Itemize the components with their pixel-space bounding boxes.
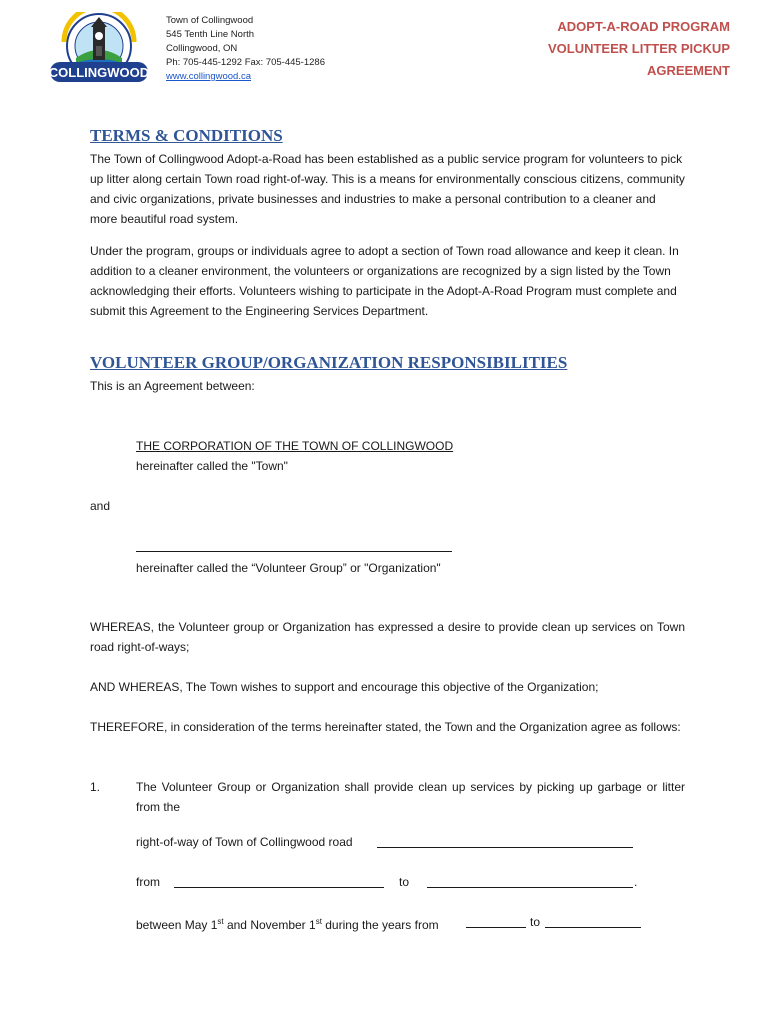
terms-paragraph-2: Under the program, groups or individuals agree to adopt a section of Town road allowance and keep it clean. In addition to a cleaner environment, the volunteers or organizations are recognized by a sign listed by the Town acknowledging their efforts. Volunteers wishing to participate in the Adopt-A-Road Program must complete and submit this Agreement to the Engineering Services Department.	[90, 244, 679, 318]
whereas-clause-1: WHEREAS, the Volunteer group or Organization has expressed a desire to provide clean up services on Town road right-of-ways;	[90, 620, 685, 654]
terms-heading: TERMS & CONDITIONS	[90, 126, 283, 145]
dates-text-a: between May 1	[136, 918, 218, 932]
year-to-field[interactable]	[545, 927, 641, 928]
from-label: from	[136, 875, 160, 889]
and-text: and	[90, 499, 111, 513]
therefore-clause: THEREFORE, in consideration of the terms hereinafter stated, the Town and the Organization agree as follows:	[90, 720, 681, 734]
item-number: 1.	[90, 780, 101, 794]
party-town-called: hereinafter called the "Town"	[136, 459, 288, 473]
from-location-field[interactable]	[174, 887, 384, 888]
superscript: st	[217, 917, 224, 926]
website-link[interactable]: www.collingwood.ca	[166, 71, 252, 82]
party-volunteer-called: hereinafter called the “Volunteer Group” or "Organization"	[136, 561, 441, 575]
dates-text	[136, 912, 439, 935]
superscript: st	[315, 917, 322, 926]
terms-paragraph-1: The Town of Collingwood Adopt-a-Road has been established as a public service program for volunteers to pick up litter along certain Town road right-of-way. This is a means for environmentally conscious citizens, community and civic organizations, private businesses and industries to make a personal contribution to a cleaner and more beautiful road system.	[90, 152, 685, 226]
to-location-field[interactable]	[427, 887, 633, 888]
agreement-intro: This is an Agreement between:	[90, 379, 255, 393]
item-1-text: The Volunteer Group or Organization shall provide clean up services by picking up garbage or litter from the	[136, 780, 685, 814]
phone-fax-line: Ph: 705-445-1292 Fax: 705-445-1286	[166, 57, 325, 68]
program-title-line: AGREEMENT	[646, 63, 730, 78]
responsibilities-heading: VOLUNTEER GROUP/ORGANIZATION RESPONSIBILITIES	[90, 353, 568, 372]
dates-text-b: and November 1	[223, 918, 316, 932]
years-to-label: to	[530, 915, 541, 929]
logo-wordmark: COLLINGWOOD	[48, 65, 150, 80]
program-title-line: ADOPT-A-ROAD PROGRAM	[557, 19, 730, 34]
address-line: 545 Tenth Line North	[166, 29, 255, 40]
whereas-clause-2: AND WHEREAS, The Town wishes to support and encourage this objective of the Organization;	[90, 680, 599, 694]
address-line: Collingwood, ON	[166, 43, 238, 54]
party-town-name: THE CORPORATION OF THE TOWN OF COLLINGWOOD	[136, 439, 454, 453]
address-line: Town of Collingwood	[166, 15, 254, 26]
year-from-field[interactable]	[466, 927, 526, 928]
period-mark: .	[634, 875, 638, 889]
dates-text-c: during the years from	[321, 918, 439, 932]
to-label: to	[399, 875, 410, 889]
volunteer-group-name-field[interactable]	[136, 551, 452, 552]
program-title-line: VOLUNTEER LITTER PICKUP	[547, 41, 730, 56]
road-name-field[interactable]	[377, 847, 633, 848]
road-label: right-of-way of Town of Collingwood road	[136, 835, 353, 849]
collingwood-logo	[46, 12, 152, 84]
